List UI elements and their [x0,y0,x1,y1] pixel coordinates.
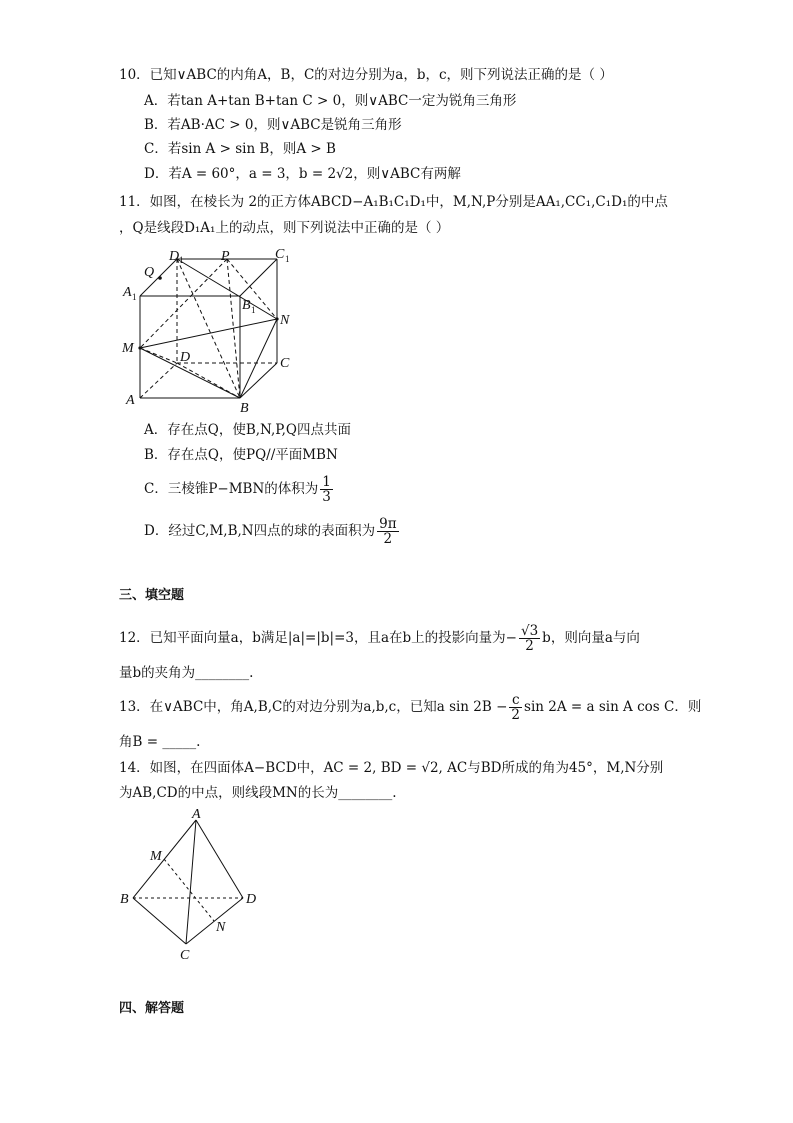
svg-text:1: 1 [285,254,290,264]
q13-line1: 13．在∨ABC中，角A,B,C的对边分别为a,b,c，已知a sin 2B − $\frac{c}{2}$ sin 2A = a sin A cos C．则 [119,692,702,723]
label-p: P [221,249,230,264]
label-b1: B [242,298,251,313]
label-tetra-a: A [192,807,201,822]
q10-option-c: C．若sin A > sin B，则A > B [144,141,336,157]
label-b: B [240,401,249,416]
label-c1: C [275,247,285,262]
label-tetra-d: D [246,892,257,907]
q12-line1: 12．已知平面向量a，b满足|a|=|b|=3，且a在b上的投影向量为− $\frac{√3}{2}$ b，则向量a与向 [119,623,640,654]
label-m: M [122,341,134,356]
q12-line2: 量b的夹角为________. [119,665,254,681]
tetrahedron-figure [118,806,268,966]
q14-line1: 14．如图，在四面体A−BCD中，AC = 2, BD = √2, AC与BD所成的角为45°，M,N分别 [119,760,664,776]
q10-option-d: D．若A = 60°，a = 3，b = 2√2，则∨ABC有两解 [144,166,461,182]
label-d1: D [169,249,180,264]
label-a: A [126,393,135,408]
q11-option-a: A．存在点Q，使B,N,P,Q四点共面 [144,422,351,438]
q11-option-c: C．三棱锥P−MBN的体积为 $\frac{1}{3}$ [144,474,331,505]
q10-option-b: B．若AB·AC > 0，则∨ABC是锐角三角形 [144,117,402,133]
q11-stem-line1: 11．如图，在棱长为 2的正方体ABCD−A₁B₁C₁D₁中，M,N,P分别是AA₁,CC₁,C₁D₁的中点 [119,194,668,210]
section-fill-in-blank: 三、填空题 [119,588,185,603]
svg-text:1: 1 [251,305,256,315]
cube-figure [120,246,300,416]
label-d: D [180,350,191,365]
svg-text:1: 1 [132,292,137,302]
q11-option-d: D．经过C,M,B,N四点的球的表面积为 $\frac{9\pi}{2}$ [144,516,397,547]
label-n: N [280,313,290,328]
label-tetra-m: M [150,849,162,864]
section-answer-questions: 四、解答题 [119,1001,185,1016]
q10-stem: 10．已知∨ABC的内角A，B，C的对边分别为a，b，c，则下列说法正确的是（ ） [119,67,613,83]
q13-line2: 角B = _____. [119,734,201,750]
svg-text:1: 1 [179,255,184,265]
label-c: C [280,356,290,371]
q14-line2: 为AB,CD的中点，则线段MN的长为________. [119,785,397,801]
label-tetra-c: C [180,948,190,963]
q11-option-b: B．存在点Q，使PQ//平面MBN [144,447,338,463]
label-q: Q [144,265,155,280]
label-tetra-n: N [216,920,226,935]
label-a1: A [123,285,132,300]
q10-option-a: A．若tan A+tan B+tan C > 0，则∨ABC一定为锐角三角形 [144,93,517,109]
q11-stem-line2: ，Q是线段D₁A₁上的动点，则下列说法中正确的是（ ） [119,220,450,236]
label-tetra-b: B [120,892,129,907]
point-q [158,276,162,280]
